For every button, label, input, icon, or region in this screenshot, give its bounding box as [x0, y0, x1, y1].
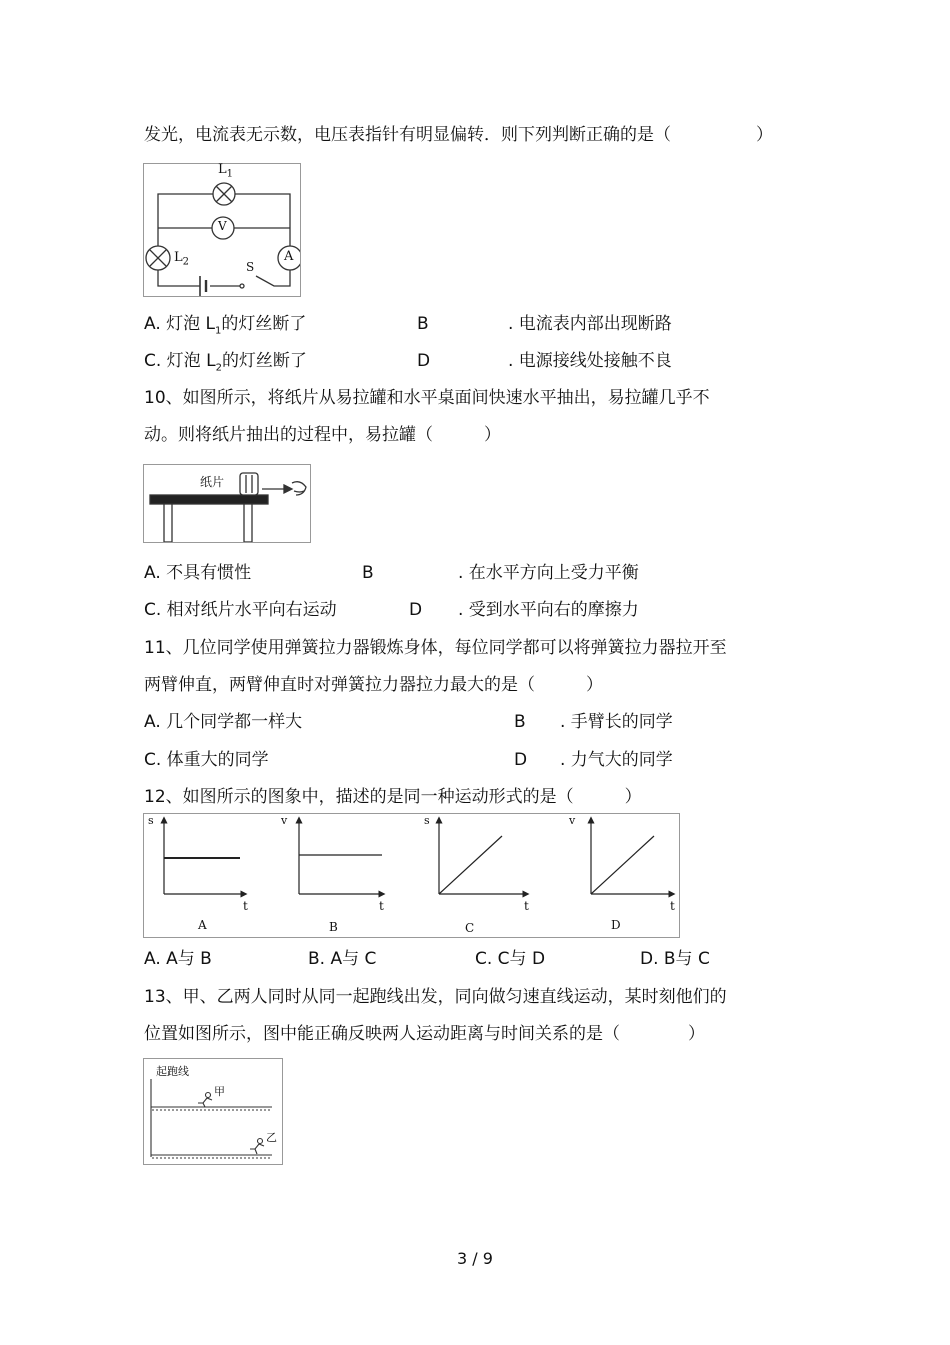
graph-a-name: A: [198, 918, 207, 932]
l2-label: $L_2$: [174, 250, 190, 268]
graph-b-x-label: t: [379, 899, 384, 913]
runner-jia-label: 甲: [214, 1085, 225, 1098]
graph-c-name: C: [465, 921, 475, 935]
q9-option-d-text: . 电源接线处接触不良: [508, 351, 672, 371]
page-number: 3 / 9: [457, 1249, 493, 1268]
graph-a-x-label: t: [243, 899, 248, 913]
q11-option-d-text: . 力气大的同学: [560, 750, 673, 770]
q12-graphs-figure: [143, 813, 680, 938]
start-line-label: 起跑线: [156, 1065, 189, 1078]
q9-option-d-letter: D: [417, 351, 431, 371]
q11-option-b-text: . 手臂长的同学: [560, 712, 673, 732]
q11-stem-line2: 两臂伸直，两臂伸直时对弹簧拉力器拉力最大的是（ ）: [144, 675, 603, 695]
graph-d-name: D: [611, 918, 621, 932]
q9-option-c: C. 灯泡 $L_2$的灯丝断了: [144, 351, 307, 374]
q10-stem-line2: 动。则将纸片抽出的过程中，易拉罐（ ）: [144, 425, 501, 445]
q10-option-b-text: . 在水平方向上受力平衡: [458, 563, 639, 583]
q12-option-b: B. A与 C: [308, 949, 377, 969]
graph-a-y-label: s: [148, 814, 154, 827]
q9-circuit-figure: [143, 163, 301, 297]
q10-option-d-text: . 受到水平向右的摩擦力: [458, 600, 639, 620]
q11-option-a: A. 几个同学都一样大: [144, 712, 303, 732]
q10-table-figure: [143, 464, 311, 543]
q10-option-c: C. 相对纸片水平向右运动: [144, 600, 337, 620]
q9-option-b-letter: B: [417, 314, 429, 334]
graph-b-y-label: v: [281, 814, 288, 827]
ammeter-label: A: [284, 249, 294, 264]
q12-option-a: A. A与 B: [144, 949, 212, 969]
q11-option-b-letter: B: [514, 712, 526, 732]
q9-option-a: A. 灯泡 $L_1$的灯丝断了: [144, 314, 307, 337]
switch-label: S: [246, 260, 255, 274]
q10-option-a: A. 不具有惯性: [144, 563, 252, 583]
q13-stem-line1: 13、甲、乙两人同时从同一起跑线出发，同向做匀速直线运动，某时刻他们的: [144, 987, 727, 1007]
q13-race-figure: [143, 1058, 283, 1165]
graph-c-y-label: s: [424, 814, 430, 827]
q9-option-b-text: . 电流表内部出现断路: [508, 314, 672, 334]
q10-option-d-letter: D: [409, 600, 423, 620]
l1-label: $L_1$: [218, 162, 234, 180]
q9-stem: 发光，电流表无示数，电压表指针有明显偏转．则下列判断正确的是（ ）: [144, 125, 773, 145]
graph-d-x-label: t: [670, 899, 675, 913]
q10-stem-line1: 10、如图所示，将纸片从易拉罐和水平桌面间快速水平抽出，易拉罐几乎不: [144, 388, 710, 408]
voltmeter-label: V: [218, 219, 227, 233]
q10-option-b-letter: B: [362, 563, 374, 583]
q11-stem-line1: 11、几位同学使用弹簧拉力器锻炼身体，每位同学都可以将弹簧拉力器拉开至: [144, 638, 727, 658]
paper-label: 纸片: [200, 475, 225, 489]
q12-option-c: C. C与 D: [475, 949, 546, 969]
graph-c-x-label: t: [524, 899, 529, 913]
q12-option-d: D. B与 C: [640, 949, 710, 969]
graph-b-name: B: [329, 920, 338, 934]
q13-stem-line2: 位置如图所示，图中能正确反映两人运动距离与时间关系的是（ ）: [144, 1024, 705, 1044]
q11-option-c: C. 体重大的同学: [144, 750, 269, 770]
q12-stem: 12、如图所示的图象中，描述的是同一种运动形式的是（ ）: [144, 787, 642, 807]
q11-option-d-letter: D: [514, 750, 528, 770]
graph-d-y-label: v: [569, 814, 576, 827]
runner-yi-label: 乙: [266, 1131, 277, 1144]
